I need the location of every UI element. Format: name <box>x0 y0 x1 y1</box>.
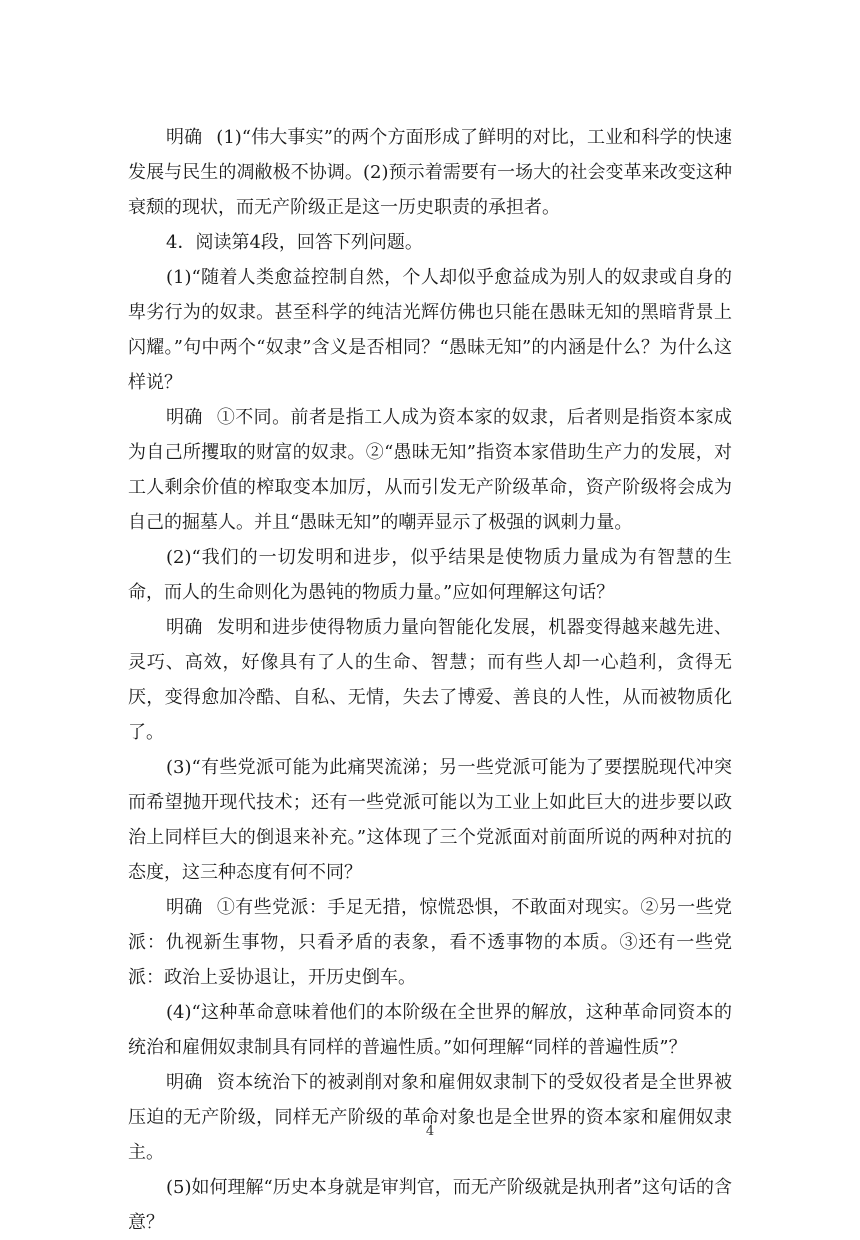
paragraph-text: (5)如何理解“历史本身就是审判官，而无产阶级就是执刑者”这句话的含意？ <box>128 1177 732 1233</box>
paragraph-text: (3)“有些党派可能为此痛哭流涕；另一些党派可能为了要摆脱现代冲突而希望抛开现代技术；还有一些党派可能以为工业上如此巨大的进步要以政治上同样巨大的倒退来补充。”这体现了三个党派面对前面所说的两种对抗的态度，这三种态度有何不同？ <box>128 757 732 883</box>
answer-label: 明确 <box>166 407 203 428</box>
answer-label: 明确 <box>166 1072 203 1093</box>
paragraph-text: (1)“随着人类愈益控制自然，个人却似乎愈益成为别人的奴隶或自身的卑劣行为的奴隶。甚至科学的纯洁光辉仿佛也只能在愚昧无知的黑暗背景上闪耀。”句中两个“奴隶”含义是否相同？“愚昧无知”的内涵是什么？为什么这样说？ <box>128 267 732 393</box>
question-paragraph <box>128 750 732 890</box>
paragraph-text: ①不同。前者是指工人成为资本家的奴隶，后者则是指资本家成为自己所攫取的财富的奴隶。②“愚昧无知”指资本家借助生产力的发展，对工人剩余价值的榨取变本加厉，从而引发无产阶级革命，资产阶级将会成为自己的掘墓人。并且“愚昧无知”的嘲弄显示了极强的讽刺力量。 <box>128 407 732 533</box>
document-body <box>128 120 732 1240</box>
answer-paragraph <box>128 1065 732 1170</box>
answer-label: 明确 <box>166 617 203 638</box>
answer-paragraph <box>128 120 732 225</box>
question-paragraph <box>128 260 732 400</box>
answer-paragraph <box>128 610 732 750</box>
paragraph-text: (2)“我们的一切发明和进步，似乎结果是使物质力量成为有智慧的生命，而人的生命则化为愚钝的物质力量。”应如何理解这句话？ <box>128 547 732 603</box>
answer-label: 明确 <box>166 897 203 918</box>
paragraph-text: 资本统治下的被剥削对象和雇佣奴隶制下的受奴役者是全世界被压迫的无产阶级，同样无产阶级的革命对象也是全世界的资本家和雇佣奴隶主。 <box>128 1072 732 1163</box>
answer-label: 明确 <box>166 127 203 148</box>
paragraph-text: ①有些党派：手足无措，惊慌恐惧，不敢面对现实。②另一些党派：仇视新生事物，只看矛盾的表象，看不透事物的本质。③还有一些党派：政治上妥协退让，开历史倒车。 <box>128 897 732 988</box>
question-paragraph <box>128 995 732 1065</box>
question-paragraph <box>128 540 732 610</box>
answer-paragraph <box>128 400 732 540</box>
question-paragraph <box>128 1170 732 1240</box>
paragraph-text: (1)“伟大事实”的两个方面形成了鲜明的对比，工业和科学的快速发展与民生的凋敝极不协调。(2)预示着需要有一场大的社会变革来改变这种衰颓的现状，而无产阶级正是这一历史职责的承担者。 <box>128 127 733 218</box>
page-number: 4 <box>425 1124 435 1139</box>
paragraph-text: 发明和进步使得物质力量向智能化发展，机器变得越来越先进、灵巧、高效，好像具有了人的生命、智慧；而有些人却一心趋利，贪得无厌，变得愈加冷酷、自私、无情，失去了博爱、善良的人性，从而被物质化了。 <box>128 617 732 743</box>
answer-paragraph <box>128 890 732 995</box>
question-heading <box>128 225 732 260</box>
paragraph-text: 4．阅读第4段，回答下列问题。 <box>166 232 423 253</box>
paragraph-text: (4)“这种革命意味着他们的本阶级在全世界的解放，这种革命同资本的统治和雇佣奴隶制具有同样的普遍性质。”如何理解“同样的普遍性质”？ <box>128 1002 732 1058</box>
